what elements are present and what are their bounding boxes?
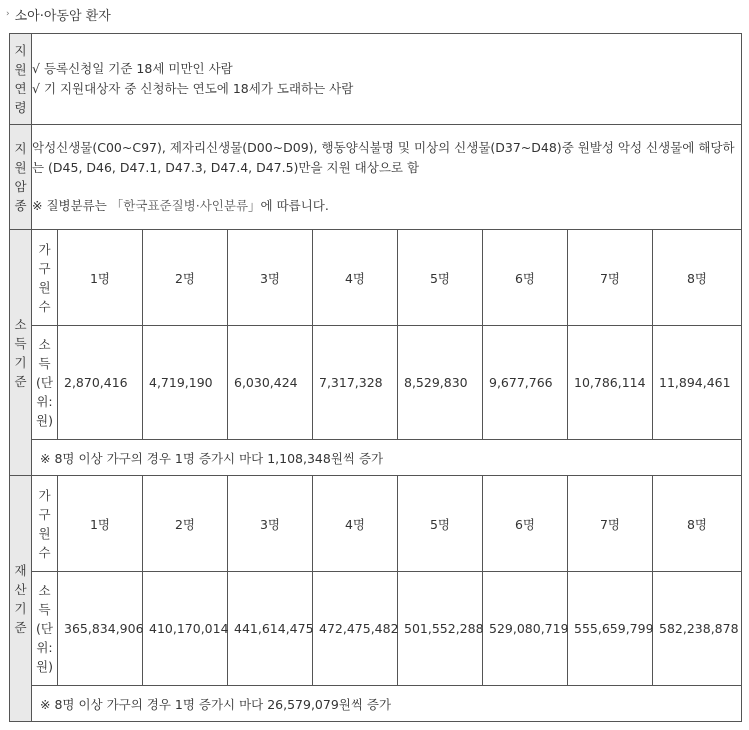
income-value-cell: 11,894,461 [653,326,742,440]
income-value-cell: 8,529,830 [398,326,483,440]
age-item: √ 등록신청일 기준 18세 미만인 사람 [32,61,233,76]
cancer-row [10,125,742,230]
assets-value-cell: 365,834,906 [58,572,143,686]
household-size-cell: 1명 [58,476,143,572]
assets-note: ※ 8명 이상 가구의 경우 1명 증가시 마다 26,579,079원씩 증가 [32,686,742,722]
assets-note-row [10,686,742,722]
household-size-cell: 4명 [313,476,398,572]
section-title [6,4,111,24]
chevron-right-icon: › [6,9,10,19]
age-header: 지 원 연 령 [10,34,32,125]
assets-amount-label: 소 득 (단 위: 원) [32,572,58,686]
support-criteria-table [9,33,742,722]
income-header: 소 득 기 준 [10,230,32,476]
cancer-note: ※ 질병분류는 「한국표준질병·사인분류」에 따릅니다. [32,198,329,213]
income-value-cell: 10,786,114 [568,326,653,440]
household-size-cell: 4명 [313,230,398,326]
assets-amount-row [10,572,742,686]
income-household-label: 가 구 원 수 [32,230,58,326]
assets-value-cell: 555,659,799 [568,572,653,686]
income-value-cell: 2,870,416 [58,326,143,440]
household-size-cell: 2명 [143,230,228,326]
assets-value-cell: 441,614,475 [228,572,313,686]
income-note: ※ 8명 이상 가구의 경우 1명 증가시 마다 1,108,348원씩 증가 [32,440,742,476]
household-size-cell: 3명 [228,476,313,572]
income-amount-row [10,326,742,440]
section-title-text: 소아·아동암 환자 [14,8,111,24]
household-size-cell: 8명 [653,230,742,326]
assets-household-row [10,476,742,572]
household-size-cell: 7명 [568,476,653,572]
household-size-cell: 7명 [568,230,653,326]
cancer-description: 악성신생물(C00~C97), 제자리신생물(D00~D09), 행동양식불명 및 미상의 신생물(D37~D48)중 원발성 악성 신생물에 해당하는 (D45, D46, D47.1, D47.3, D47.4, D47.5)만을 지원 대상으로 함 [32,140,735,175]
assets-value-cell: 529,080,719 [483,572,568,686]
income-household-row [10,230,742,326]
household-size-cell: 5명 [398,230,483,326]
assets-household-label: 가 구 원 수 [32,476,58,572]
assets-header: 재 산 기 준 [10,476,32,722]
household-size-cell: 6명 [483,476,568,572]
assets-value-cell: 410,170,014 [143,572,228,686]
age-content [32,34,742,125]
income-value-cell: 7,317,328 [313,326,398,440]
income-note-row [10,440,742,476]
age-item: √ 기 지원대상자 중 신청하는 연도에 18세가 도래하는 사람 [32,81,354,96]
assets-value-cell: 501,552,288 [398,572,483,686]
cancer-header: 지 원 암 종 [10,125,32,230]
household-size-cell: 8명 [653,476,742,572]
income-amount-label: 소 득 (단 위: 원) [32,326,58,440]
income-value-cell: 4,719,190 [143,326,228,440]
assets-value-cell: 472,475,482 [313,572,398,686]
income-value-cell: 6,030,424 [228,326,313,440]
household-size-cell: 3명 [228,230,313,326]
household-size-cell: 2명 [143,476,228,572]
income-value-cell: 9,677,766 [483,326,568,440]
household-size-cell: 6명 [483,230,568,326]
assets-value-cell: 582,238,878 [653,572,742,686]
age-row [10,34,742,125]
cancer-content [32,125,742,230]
household-size-cell: 5명 [398,476,483,572]
classification-reference: 한국표준질병·사인분류 [123,198,249,213]
household-size-cell: 1명 [58,230,143,326]
